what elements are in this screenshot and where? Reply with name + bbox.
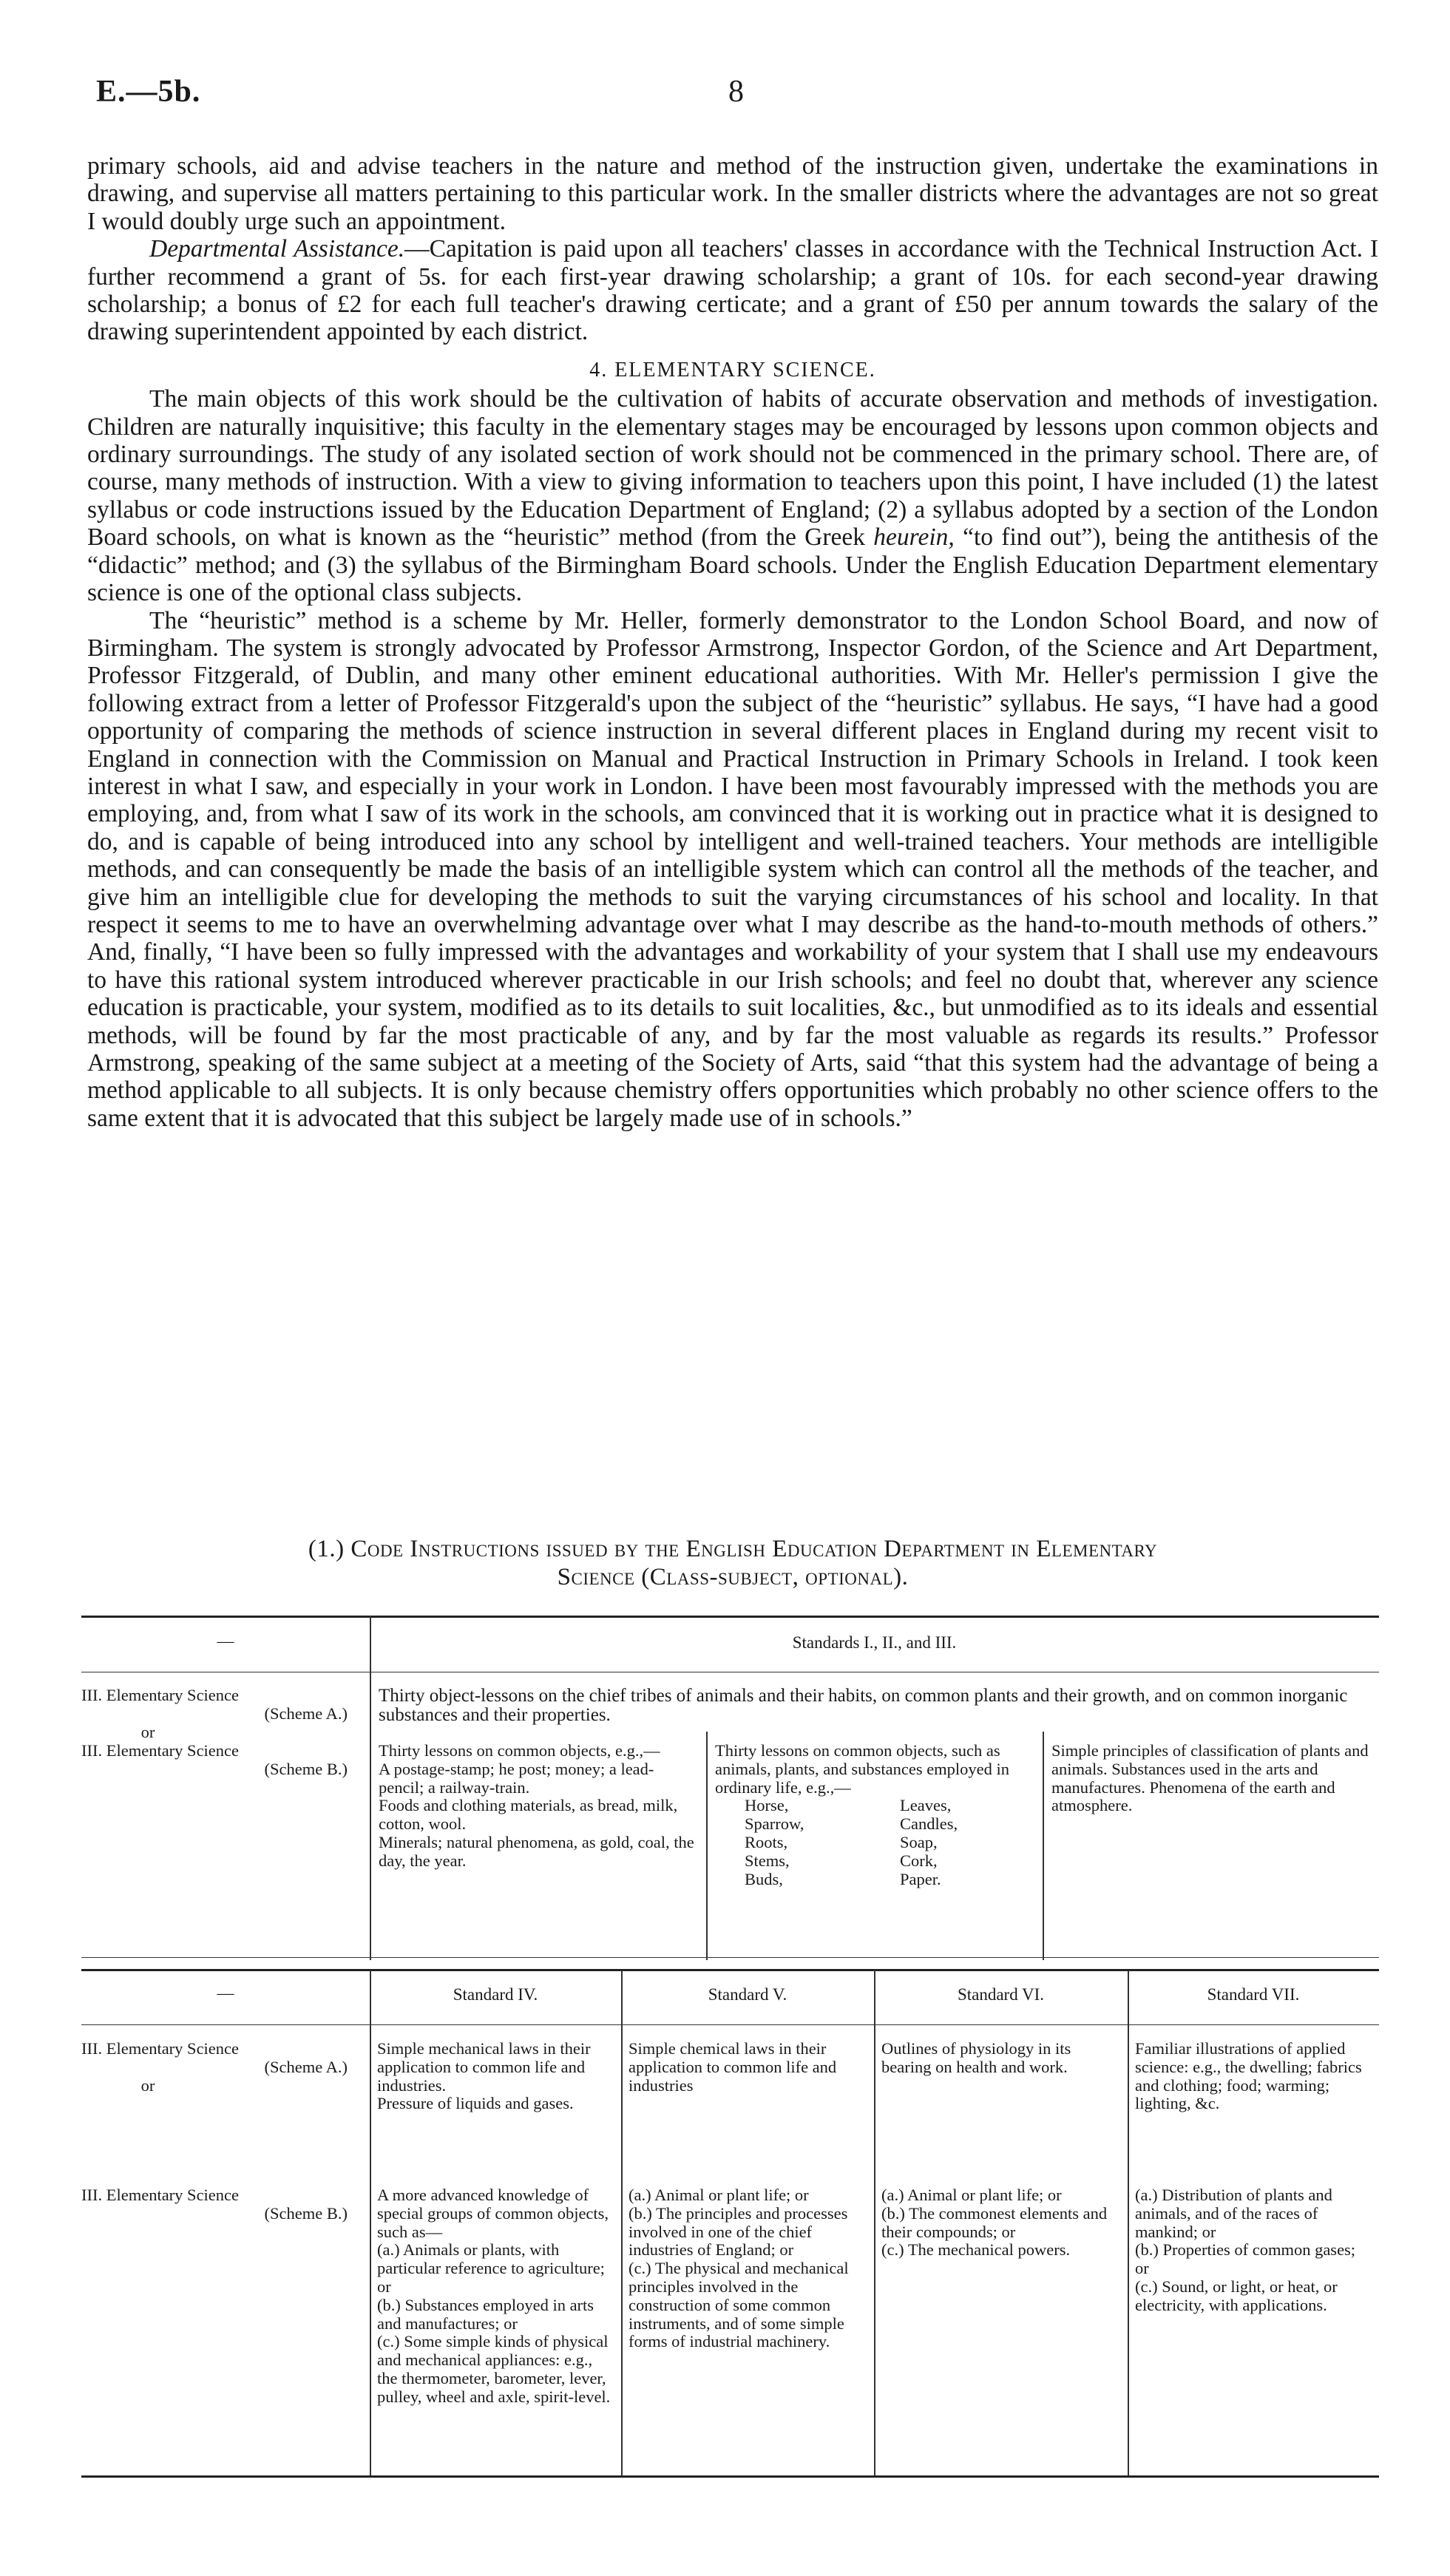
standards-1-3-col-3: Simple principles of classification of plants and animals. Substances used in the arts and manufactures. Phenomena of the earth and atmosphere. bbox=[1051, 1741, 1369, 1815]
scheme-b-standard-vi: (a.) Animal or plant life; or (b.) The commonest elements and their compounds; or (c.) The mechanical powers. bbox=[881, 2186, 1108, 2260]
object-list-b: Leaves, Candles, Soap, Cork, Paper. bbox=[900, 1796, 958, 1888]
table-column-divider bbox=[874, 1970, 875, 2476]
page-number: 8 bbox=[728, 75, 745, 109]
header-standards-1-3: Standards I., II., and III. bbox=[792, 1633, 957, 1652]
paragraph-4: The “heuristic” method is a scheme by Mr. Heller, formerly demonstrator to the London School Board, and now of Birmingham. The system is strongly advocated by Professor Armstrong, Inspector Gordon, of the Science and Art Department, Professor Fitzgerald, of Dublin, and many other eminent educational authorities. With Mr. Heller's permission I give the following extract from a letter of Professor Fitzgerald's upon the subject of the “heuristic” syllabus. He says, “I have had a good opportunity of comparing the methods of science instruction in several different places in England during my recent visit to England in connection with the Commission on Manual and Practical Instruction in Primary Schools in Ireland. I took keen interest in what I saw, and especially in your work in London. I have been most favourably impressed with the methods you are employing, and, from what I saw of its work in the schools, am convinced that it is working out in practice what it is designed to do, and is capable of being introduced into any school by intelligent and well-trained teachers. Your methods are intelligible methods, and can consequently be made the basis of an intelligible system which can control all the methods of the teacher, and give him an intelligible clue for developing the methods to suit the varying circumstances of his school and locality. In that respect it seems to me to have an overwhelming advantage over what I may describe as the hand-to-mouth methods of others.” And, finally, “I have been so fully impressed with the advantages and workability of your system that I shall use my endeavours to have this rational system introduced wherever practicable in our Irish schools; and feel no doubt that, wherever any science education is practicable, your system, modified as to its details to suit localities, &c., but unmodified as to its ideals and essential methods, will be found by far the most practicable of any, and by far the most valuable as regards its results.” Professor Armstrong, speaking of the same subject at a meeting of the Society of Arts, said “that this system had the advantage of being a method applicable to all subjects. It is only because chemistry offers opportunities which probably no other science offers to the same extent that it is advocated that this subject be largely made use of in schools.” bbox=[87, 606, 1378, 1132]
header-standard-v: Standard V. bbox=[708, 1985, 787, 2004]
header-dash: — bbox=[217, 1632, 234, 1650]
paragraph-3-italic: heurein, bbox=[873, 523, 955, 552]
object-list-a: Horse, Sparrow, Roots, Stems, Buds, bbox=[745, 1796, 804, 1888]
table-top-rule bbox=[81, 1616, 1379, 1618]
table-column-divider bbox=[370, 1616, 371, 1960]
table-caption-line-2: Science (Class-subject, optional). bbox=[557, 1564, 909, 1590]
table-header-rule bbox=[81, 2024, 1379, 2025]
paragraph-2-title: Departmental Assistance. bbox=[149, 235, 405, 263]
table-top-rule bbox=[81, 1969, 1379, 1971]
paragraph-2 bbox=[87, 235, 1378, 346]
document-code: E.—5b. bbox=[96, 75, 201, 109]
table-bottom-rule bbox=[81, 2475, 1379, 2478]
paragraph-3 bbox=[87, 385, 1378, 606]
standards-1-3-col-1: Thirty lessons on common objects, e.g.,— A postage-stamp; he post; money; a lead-pencil; a railway-train. Foods and clothing materials, as bread, milk, cotton, wool. Minerals; natural phenomena, as gold, coal, the day, the year. bbox=[379, 1741, 694, 1870]
table-caption bbox=[87, 1535, 1378, 1591]
scheme-a-standard-vi: Outlines of physiology in its bearing on health and work. bbox=[881, 2039, 1071, 2076]
paragraph-3-text: The main objects of this work should be the cultivation of habits of accurate observation and methods of investigation. Children are naturally inquisitive; this faculty in the elementary stages may be encouraged by lessons upon common objects and ordinary surroundings. The study of any isolated section of work should not be commenced in the primary school. There are, of course, many methods of instruction. With a view to giving information to teachers upon this point, I have included (1) the latest syllabus or code instructions issued by the Education Department of England; (2) a syllabus adopted by a section of the London Board schools, on what is known as the “heuristic” method (from the Greek bbox=[87, 385, 1378, 552]
table-column-divider bbox=[1128, 1970, 1129, 2476]
header-standard-vi: Standard VI. bbox=[957, 1985, 1045, 2004]
table-column-divider bbox=[370, 1970, 371, 2476]
header-standard-vii: Standard VII. bbox=[1207, 1985, 1300, 2004]
standards-1-3-col-2: Thirty lessons on common objects, such as animals, plants, and substances employed in ordinary life, e.g.,— Horse, Sparrow, Roots, Stems, Buds, Leaves, Candles, Soap, Cork, Paper. bbox=[715, 1741, 1010, 1888]
table-column-divider bbox=[621, 1970, 623, 2476]
row-a-label: III. Elementary Science (Scheme A.) or bbox=[81, 1686, 348, 1741]
paragraph-1: primary schools, aid and advise teachers in the nature and method of the instruction given, undertake the examinations in drawing, and supervise all matters pertaining to this particular work. In the smaller districts where the advantages are not so great I would doubly urge such an appointment. bbox=[87, 152, 1378, 235]
table-standards-4-7 bbox=[81, 1963, 1379, 2481]
scheme-a-standard-vii: Familiar illustrations of applied science: e.g., the dwelling; fabrics and clothing; food; warming; lighting, &c. bbox=[1135, 2039, 1362, 2113]
scheme-a-text: Thirty object-lessons on the chief tribes of animals and their habits, on common plants and their growth, and on common inorganic substances and their properties. bbox=[379, 1686, 1348, 1725]
scheme-b-standard-vii: (a.) Distribution of plants and animals, and of the races of mankind; or (b.) Properties of common gases; or (c.) Sound, or light, or heat, or electricity, with applications. bbox=[1135, 2186, 1356, 2314]
header-standard-iv: Standard IV. bbox=[453, 1985, 538, 2004]
header-dash: — bbox=[217, 1984, 234, 2002]
paragraph-3-rest: “to find out”), being the antithesis of the “didactic” method; and (3) the syllabus of the Birmingham Board schools. Under the English Education Department elementary science is one of the optional class subjects. bbox=[87, 523, 1379, 607]
table-caption-line-1: (1.) Code Instructions issued by the English Education Department in Elementary bbox=[308, 1536, 1158, 1562]
body-text bbox=[87, 152, 1378, 1132]
table-column-divider bbox=[706, 1732, 708, 1960]
scheme-b-standard-iv: A more advanced knowledge of special groups of common objects, such as— (a.) Animals or plants, with particular reference to agriculture; or (b.) Substances employed in arts and manufactures; or (c.) Some simple kinds of physical and mechanical appliances: e.g., the thermometer, barometer, lever, pulley, wheel and axle, spirit-level. bbox=[377, 2186, 611, 2406]
row-b-label: III. Elementary Science (Scheme B.) bbox=[81, 2186, 348, 2223]
row-b-label: III. Elementary Science (Scheme B.) bbox=[81, 1741, 348, 1778]
scheme-b-standard-v: (a.) Animal or plant life; or (b.) The principles and processes involved in one of the chief industries of England; or (c.) The physical and mechanical principles involved in the construction of some common instruments, and of some simple forms of industrial machinery. bbox=[629, 2186, 849, 2351]
row-a-label: III. Elementary Science (Scheme A.) or bbox=[81, 2039, 348, 2095]
section-heading: 4. ELEMENTARY SCIENCE. bbox=[589, 358, 876, 382]
scheme-a-standard-iv: Simple mechanical laws in their application to common life and industries. Pressure of liquids and gases. bbox=[377, 2039, 591, 2113]
table-bottom-rule bbox=[81, 1957, 1379, 1958]
scheme-a-standard-v: Simple chemical laws in their application to common life and industries bbox=[629, 2039, 837, 2095]
paragraph-2-body: —Capitation is paid upon all teachers' classes in accordance with the Technical Instruction Act. I further recommend a grant of 5s. for each first-year drawing scholarship; a grant of 10s. for each second-year drawing scholarship; a bonus of £2 for each full teacher's drawing certicate; and a grant of £50 per annum towards the salary of the drawing superintendent appointed by each district. bbox=[87, 235, 1379, 346]
table-standards-1-3 bbox=[81, 1616, 1379, 1963]
table-column-divider bbox=[1043, 1732, 1044, 1960]
